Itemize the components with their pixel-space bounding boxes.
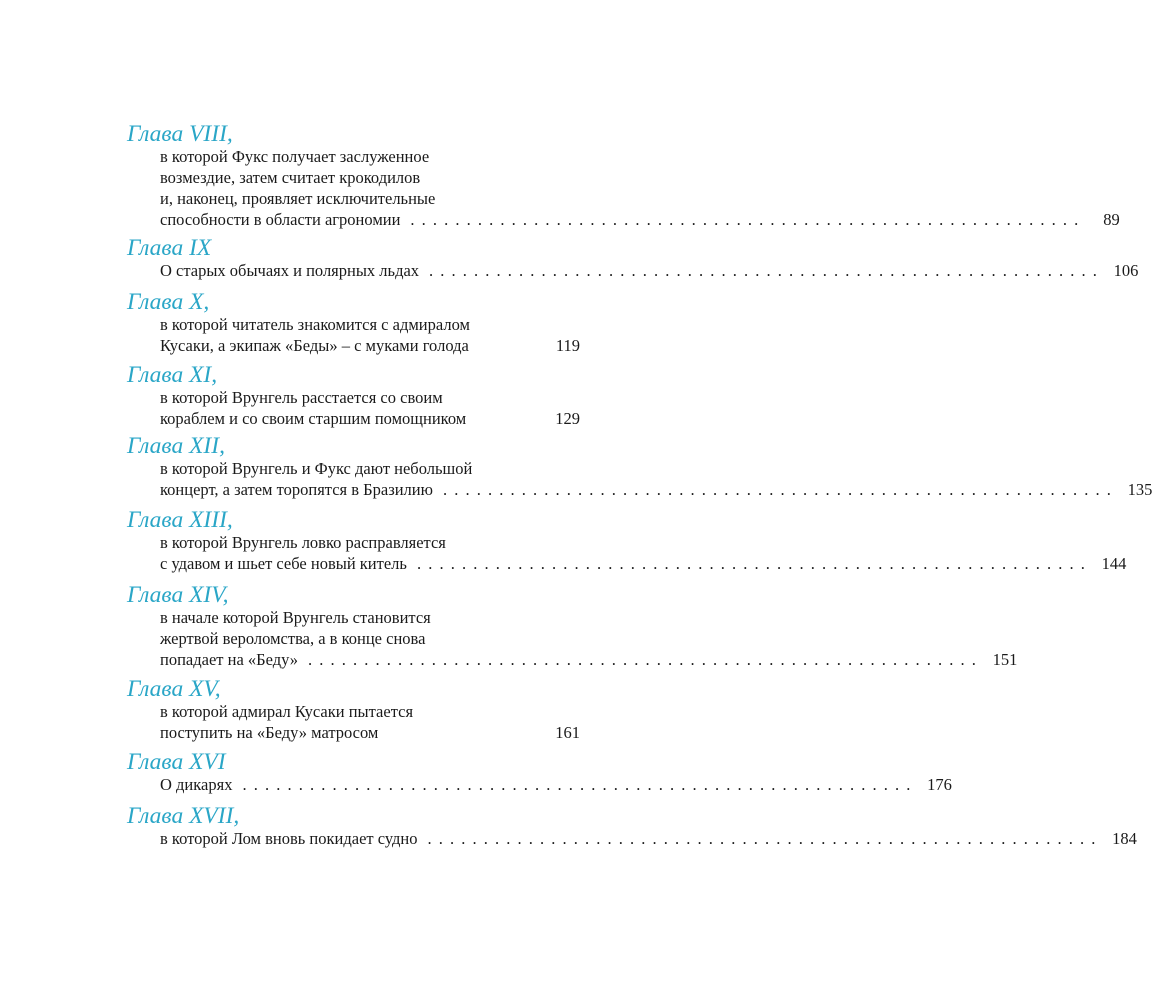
page-number: 161 [555,723,580,742]
description-line: концерт, а затем торопятся в Бразилию [160,480,433,499]
description-last-line [160,260,1139,281]
chapter-heading: Глава XII, [127,433,225,459]
description-line: поступить на «Беду» матросом [160,723,379,742]
page-number: 151 [992,650,1018,669]
dot-leader: . . . . . . . . . . . . . . . . . . . . . . . . . . . . . . . . . . . . . . . . . . . . . . . . . . . . . . . . . . . . [442,480,1113,499]
description-last-line [160,774,952,795]
page-number: 106 [1113,261,1139,280]
dot-leader: . . . . . . . . . . . . . . . . . . . . . . . . . . . . . . . . . . . . . . . . . . . . . . . . . . . . . . . . . . . . [427,829,1097,848]
chapter-description [160,260,1139,281]
description-line: с удавом и шьет себе новый китель [160,554,407,573]
chapter-description [160,387,580,429]
description-line: в которой адмирал Кусаки пытается [160,702,414,721]
page-number: 119 [555,336,580,355]
description-line: О старых обычаях и полярных льдах [160,261,420,280]
description-line: возмездие, затем считает крокодилов [160,168,421,187]
chapter-description [160,532,1127,574]
chapter-heading: Глава XIV, [127,582,229,608]
page-number: 89 [1103,210,1120,229]
page-number: 144 [1101,554,1127,573]
chapter-heading: Глава IX [127,235,212,261]
page-number: 129 [555,409,580,428]
dot-leader: . . . . . . . . . . . . . . . . . . . . . . . . . . . . . . . . . . . . . . . . . . . . . . . . . . . . . . . . . . . . [429,261,1099,280]
chapter-description [160,607,1018,670]
chapter-description [160,458,1152,500]
page-number: 176 [927,775,952,794]
chapter-description [160,828,1137,849]
description-line: Кусаки, а экипаж «Беды» – с муками голода [160,336,469,355]
chapter-description [160,314,580,356]
chapter-heading: Глава XV, [127,676,221,702]
page-number: 135 [1127,480,1152,499]
description-last-line [160,479,1152,500]
chapter-heading: Глава X, [127,289,210,315]
description-last-line [160,408,580,429]
description-line: в которой Врунгель ловко расправляется [160,533,446,552]
dot-leader: . . . . . . . . . . . . . . . . . . . . . . . . . . . . . . . . . . . . . . . . . . . . . . . . . . . . . . . . . . . . [242,775,912,794]
description-line: в которой Врунгель расстается со своим [160,388,443,407]
chapter-description [160,701,580,743]
chapter-description [160,146,1120,230]
chapter-heading: Глава XVI [127,749,226,775]
chapter-heading: Глава XIII, [127,507,233,533]
description-last-line [160,553,1127,574]
description-line: способности в области агрономии [160,210,401,229]
dot-leader: . . . . . . . . . . . . . . . . . . . . . . . . . . . . . . . . . . . . . . . . . . . . . . . . . . . . . . . . . . . . [410,210,1080,229]
description-line: в которой Лом вновь покидает судно [160,829,418,848]
chapter-heading: Глава VIII, [127,121,233,147]
description-line: в начале которой Врунгель становится [160,608,431,627]
description-line: жертвой вероломства, а в конце снова [160,629,426,648]
chapter-description [160,774,952,795]
page-number: 184 [1112,829,1137,848]
description-line: и, наконец, проявляет исключительные [160,189,436,208]
chapter-heading: Глава XVII, [127,803,240,829]
description-last-line [160,209,1120,230]
chapter-heading: Глава XI, [127,362,218,388]
description-line: попадает на «Беду» [160,650,299,669]
description-line: в которой Врунгель и Фукс дают небольшой [160,459,473,478]
description-last-line [160,649,1018,670]
description-last-line [160,828,1137,849]
dot-leader: . . . . . . . . . . . . . . . . . . . . . . . . . . . . . . . . . . . . . . . . . . . . . . . . . . . . . . . . . . . . [416,554,1087,573]
description-last-line [160,335,580,356]
description-line: кораблем и со своим старшим помощником [160,409,467,428]
description-line: в которой читатель знакомится с адмиралом [160,315,470,334]
description-last-line [160,722,580,743]
description-line: в которой Фукс получает заслуженное [160,147,430,166]
dot-leader: . . . . . . . . . . . . . . . . . . . . . . . . . . . . . . . . . . . . . . . . . . . . . . . . . . . . . . . . . . . . [308,650,978,669]
description-line: О дикарях [160,775,233,794]
